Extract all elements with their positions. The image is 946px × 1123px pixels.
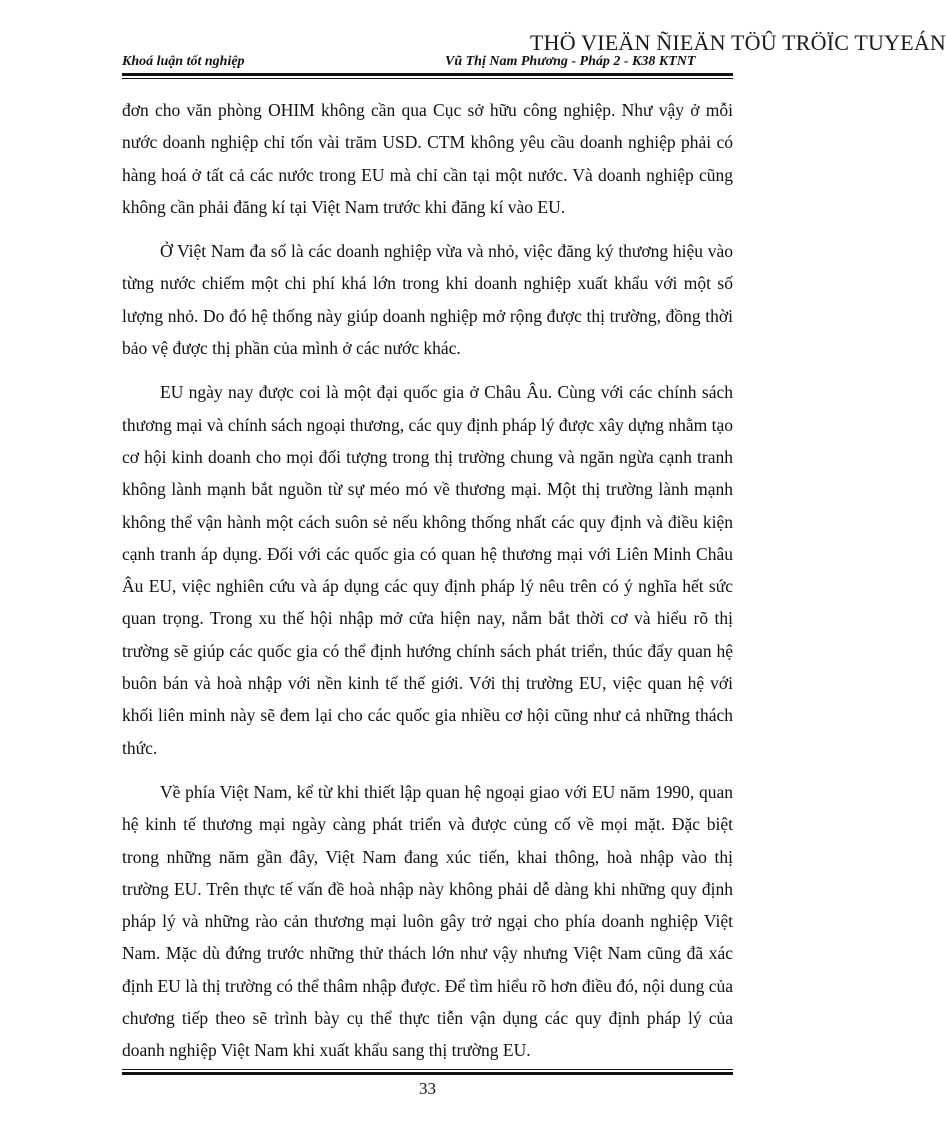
paragraph-1: đơn cho văn phòng OHIM không cần qua Cục sở hữu công nghiệp. Như vậy ở mỗi nước doanh nghiệp chỉ tốn vài trăm USD. CTM không yêu cầu doanh nghiệp phải có hàng hoá ở tất cả các nước trong EU mà chỉ cần tại một nước. Và doanh nghiệp cũng không cần phải đăng kí tại Việt Nam trước khi đăng kí vào EU. [122, 100, 733, 217]
watermark-text: THÖ VIEÄN ÑIEÄN TÖÛ TRÖÏC TUYEÁN [530, 30, 946, 55]
footer-rule-thin [122, 1069, 733, 1070]
header-thesis-label: Khoá luận tốt nghiệp [122, 54, 245, 69]
header-rule-thin [122, 78, 733, 79]
header-rule-thick [122, 73, 733, 76]
page-number: 33 [419, 1079, 436, 1098]
header-author: Vũ Thị Nam Phương - Pháp 2 - K38 KTNT [445, 54, 696, 69]
footer-rule-thick [122, 1072, 733, 1075]
paragraph-4: Về phía Việt Nam, kể từ khi thiết lập quan hệ ngoại giao với EU năm 1990, quan hệ kinh tế thương mại ngày càng phát triển và được củng cố về mọi mặt. Đặc biệt trong những năm gần đây, Việt Nam đang xúc tiến, khai thông, hoà nhập vào thị trường EU. Trên thực tế vấn đề hoà nhập này không phải dễ dàng khi những quy định pháp lý và những rào cản thương mại luôn gây trở ngại cho phía doanh nghiệp Việt Nam. Mặc dù đứng trước những thử thách lớn như vậy nhưng Việt Nam cũng đã xác định EU là thị trường có thể thâm nhập được. Để tìm hiểu rõ hơn điều đó, nội dung của chương tiếp theo sẽ trình bày cụ thể thực tiễn vận dụng các quy định pháp lý của doanh nghiệp Việt Nam khi xuất khẩu sang thị trường EU. [122, 781, 733, 1061]
paragraph-3: EU ngày nay được coi là một đại quốc gia ở Châu Âu. Cùng với các chính sách thương mại và chính sách ngoại thương, các quy định pháp lý được xây dựng nhằm tạo cơ hội kinh doanh cho mọi đối tượng trong thị trường chung và ngăn ngừa cạnh tranh không lành mạnh bắt nguồn từ sự méo mó về thương mại. Một thị trường lành mạnh không thể vận hành một cách suôn sẻ nếu không thống nhất các quy định và điều kiện cạnh tranh áp dụng. Đối với các quốc gia có quan hệ thương mại với Liên Minh Châu Âu EU, việc nghiên cứu và áp dụng các quy định pháp lý nêu trên có ý nghĩa hết sức quan trọng. Trong xu thế hội nhập mở cửa hiện nay, nắm bắt thời cơ và hiểu rõ thị trường sẽ giúp các quốc gia có thể định hướng chính sách phát triển, thúc đẩy quan hệ buôn bán và hoà nhập với nền kinh tế thế giới. Với thị trường EU, việc quan hệ với khối liên minh này sẽ đem lại cho các quốc gia nhiều cơ hội cũng như cả những thách thức. [122, 382, 733, 758]
page-header [122, 51, 733, 73]
body-text [122, 94, 733, 1079]
paragraph-2: Ở Việt Nam đa số là các doanh nghiệp vừa và nhỏ, việc đăng ký thương hiệu vào từng nước chiếm một chi phí khá lớn trong khi doanh nghiệp xuất khẩu với một số lượng nhỏ. Do đó hệ thống này giúp doanh nghiệp mở rộng được thị trường, đồng thời bảo vệ được thị phần của mình ở các nước khác. [122, 241, 733, 359]
